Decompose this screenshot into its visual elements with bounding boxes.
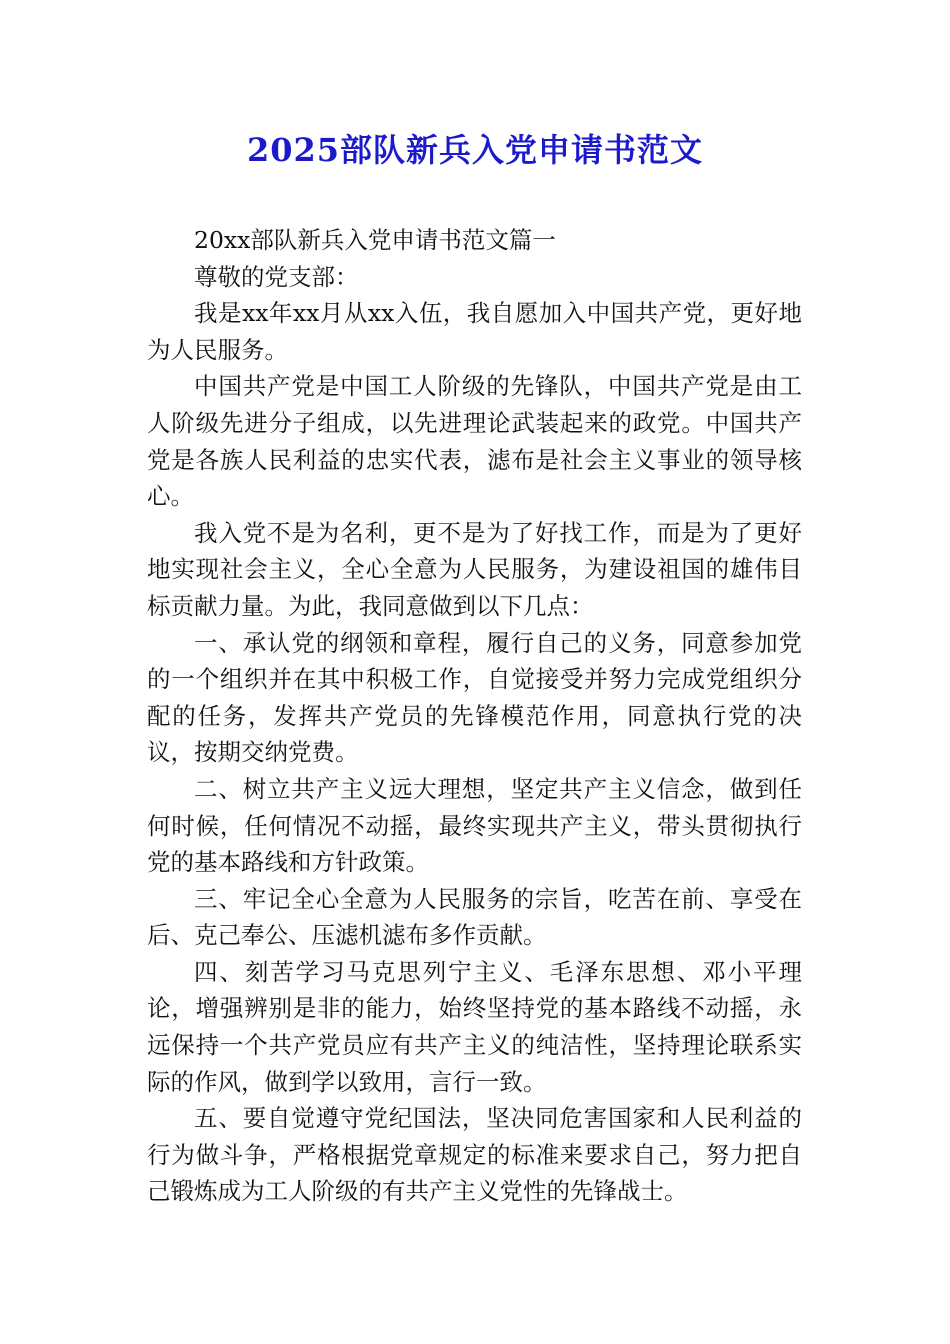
paragraph: 我是xx年xx月从xx入伍，我自愿加入中国共产党，更好地为人民服务。	[147, 299, 802, 364]
salutation: 尊敬的党支部：	[194, 262, 359, 291]
document-title: 2025部队新兵入党申请书范文	[246, 131, 704, 169]
pledge-item-1: 一、承认党的纲领和章程，履行自己的义务，同意参加党的一个组织并在其中积极工作，自觉接受并努力完成党组织分配的任务，发挥共产党员的先锋模范作用，同意执行党的决议，按期交纳党费。	[147, 628, 802, 767]
pledge-item-2: 二、树立共产主义远大理想，坚定共产主义信念，做到任何时候，任何情况不动摇，最终实现共产主义，带头贯彻执行党的基本路线和方针政策。	[147, 774, 802, 877]
paragraph: 我入党不是为名利，更不是为了好找工作，而是为了更好地实现社会主义，全心全意为人民服务，为建设祖国的雄伟目标贡献力量。为此，我同意做到以下几点：	[147, 518, 802, 620]
pledge-item-3: 三、牢记全心全意为人民服务的宗旨，吃苦在前、享受在后、克己奉公、压滤机滤布多作贡献。	[147, 884, 802, 950]
paragraph: 中国共产党是中国工人阶级的先锋队，中国共产党是由工人阶级先进分子组成，以先进理论武装起来的政党。中国共产党是各族人民利益的忠实代表，滤布是社会主义事业的领导核心。	[147, 372, 802, 511]
pledge-item-4: 四、刻苦学习马克思列宁主义、毛泽东思想、邓小平理论，增强辨别是非的能力，始终坚持党的基本路线不动摇，永远保持一个共产党员应有共产主义的纯洁性，坚持理论联系实际的作风，做到学以致用，言行一致。	[147, 957, 802, 1096]
pledge-item-5: 五、要自觉遵守党纪国法，坚决同危害国家和人民利益的行为做斗争，严格根据党章规定的标准来要求自己，努力把自己锻炼成为工人阶级的有共产主义党性的先锋战士。	[147, 1104, 802, 1206]
document-body	[147, 222, 802, 1210]
section-heading: 20xx部队新兵入党申请书范文篇一	[194, 226, 556, 254]
